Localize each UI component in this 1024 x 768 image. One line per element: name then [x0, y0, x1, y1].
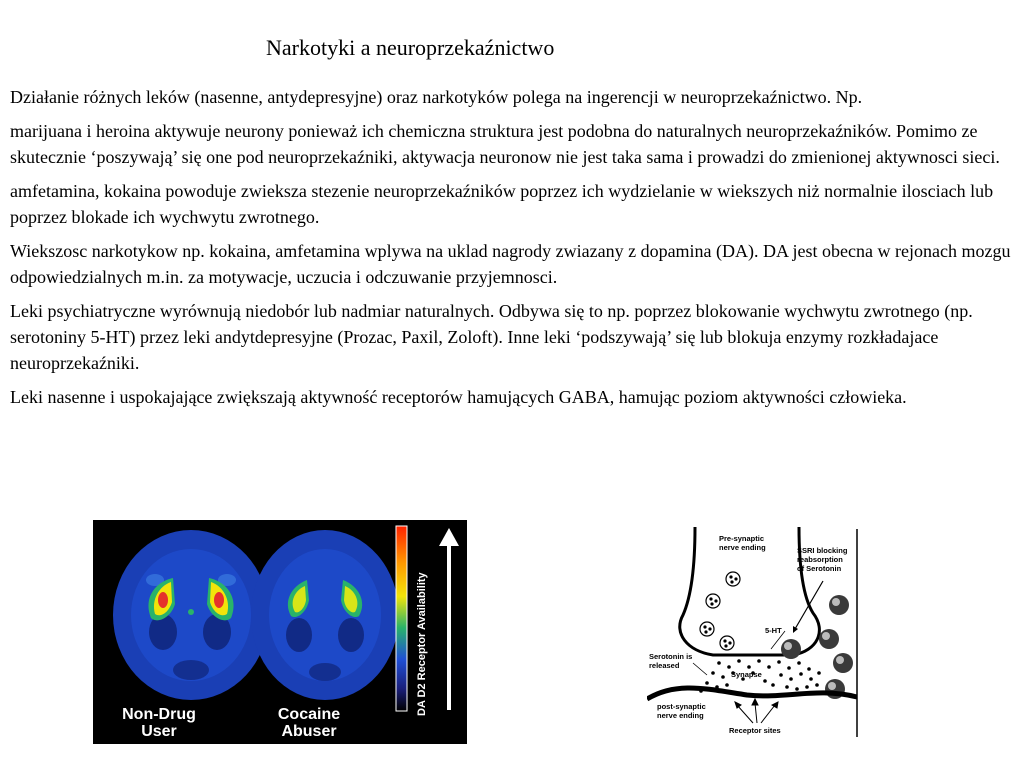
label-abuser: Abuser [281, 723, 337, 740]
pet-scan-graphic [93, 520, 467, 744]
label-non-drug: Non-Drug [122, 706, 196, 723]
label-post-synaptic: post-synaptic [657, 702, 706, 711]
color-scale-bar [396, 526, 407, 711]
label-ssri-blocking: SSRI blocking [797, 546, 848, 555]
paragraph-psychiatric-drugs: Leki psychiatryczne wyrównują niedobór lub nadmiar naturalnych. Odbywa się to np. poprzez blokowanie wychwytu zwrotnego (np. serotoniny 5-HT) przez leki andytdepresyjne (Prozac, Paxil, Zoloft). Inne leki ‘podszywają’ się lub blokuja enzymy rozkładajace neuroprzekaźniki. [10, 301, 973, 373]
label-of-serotonin: of Serotonin [797, 564, 842, 573]
label-serotonin-is: Serotonin is [649, 652, 693, 661]
synapse-diagram [647, 527, 859, 739]
brain-cocaine-abuser [251, 530, 399, 700]
scale-label: DA D2 Receptor Availability [416, 572, 428, 716]
label-nerve-ending: nerve ending [719, 543, 766, 552]
synapse-graphic [647, 527, 859, 739]
paragraph-dopamine: Wiekszosc narkotykow np. kokaina, amfetamina wplywa na uklad nagrody zwiazany z dopamina (DA). DA jest obecna w rejonach mozgu odpowiedzialnych m.in. za motywacje, uczucia i odczuwanie przyjemnosci. [10, 241, 1011, 287]
paragraph-intro: Działanie różnych leków (nasenne, antydepresyjne) oraz narkotyków polega na ingerencji w neuroprzekaźnictwo. Np. [10, 87, 863, 107]
brain-non-drug-user [113, 530, 269, 700]
slide-title: Narkotyki a neuroprzekaźnictwo [266, 35, 555, 60]
slide-body [10, 84, 1014, 418]
paragraph-marijuana-heroin: marijuana i heroina aktywuje neurony ponieważ ich chemiczna struktura jest podobna do naturalnych neuroprzekaźników. Pomimo ze skutecznie ‘poszywają’ się one pod neuroprzekaźniki, aktywacja neuronow nie jest taka sama i prowadzi do zmienionej aktywnosci sieci. [10, 121, 1000, 167]
label-user: User [141, 723, 177, 740]
label-cocaine: Cocaine [277, 706, 341, 723]
label-post-nerve-ending: nerve ending [657, 711, 704, 720]
label-synapse: Synapse [731, 670, 762, 679]
label-reabsorption: reabsorption [797, 555, 843, 564]
paragraph-sleeping-pills: Leki nasenne i uspokajające zwiększają aktywność receptorów hamujących GABA, hamując poziom aktywności człowieka. [10, 387, 907, 407]
label-receptor-sites: Receptor sites [729, 726, 781, 735]
paragraph-amphetamine-cocaine: amfetamina, kokaina powoduje zwieksza stezenie neuroprzekaźników poprzez ich wydzielanie w wiekszych niż normalnie ilosciach lub poprzez blokade ich wychwytu zwrotnego. [10, 181, 994, 227]
label-released: released [649, 661, 680, 670]
label-pre-synaptic: Pre-synaptic [719, 534, 765, 543]
label-5ht: 5-HT [765, 626, 782, 635]
pet-scan-image [93, 520, 467, 744]
